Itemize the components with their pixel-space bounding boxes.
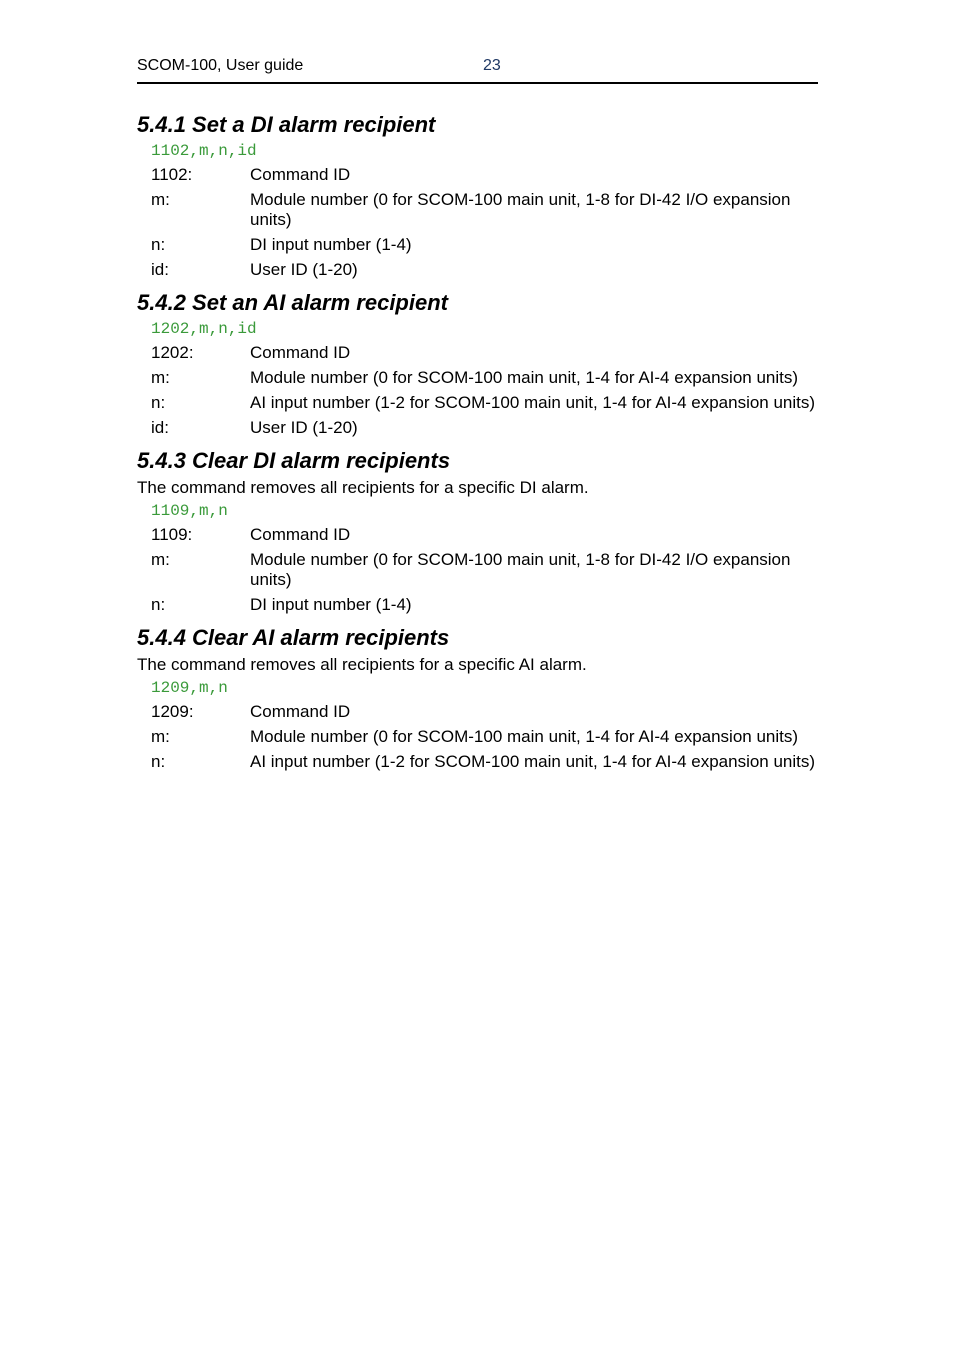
command-syntax: 1102,m,n,id (151, 142, 257, 160)
parameter-row (151, 550, 818, 590)
parameter-row (151, 727, 818, 747)
parameter-list (151, 343, 818, 438)
section-clear-ai-alarm-recipients (137, 623, 818, 772)
parameter-description: Module number (0 for SCOM-100 main unit, 1-8 for DI-42 I/O expansion units) (250, 190, 791, 229)
parameter-list (151, 525, 818, 615)
parameter-description: Command ID (250, 165, 351, 184)
section-heading: 5.4.3 Clear DI alarm recipients (137, 448, 451, 473)
section-heading: 5.4.2 Set an AI alarm recipient (137, 290, 448, 315)
section-set-ai-alarm-recipient (137, 288, 818, 438)
command-syntax: 1202,m,n,id (151, 320, 257, 338)
parameter-name: id: (151, 260, 169, 279)
page-header (137, 56, 818, 84)
parameter-name: n: (151, 752, 166, 771)
section-clear-di-alarm-recipients (137, 446, 818, 615)
command-syntax: 1209,m,n (151, 679, 228, 697)
parameter-list (151, 165, 818, 280)
parameter-description: Module number (0 for SCOM-100 main unit, 1-8 for DI-42 I/O expansion units) (250, 550, 791, 589)
section-intro: The command removes all recipients for a specific AI alarm. (137, 655, 587, 674)
parameter-description: User ID (1-20) (250, 418, 358, 437)
parameter-description: User ID (1-20) (250, 260, 358, 279)
parameter-row (151, 165, 818, 185)
document-title: SCOM-100, User guide (137, 57, 304, 74)
parameter-description: Module number (0 for SCOM-100 main unit, 1-4 for AI-4 expansion units) (250, 368, 799, 387)
parameter-name: id: (151, 418, 169, 437)
parameter-description: Module number (0 for SCOM-100 main unit, 1-4 for AI-4 expansion units) (250, 727, 799, 746)
page-number: 23 (483, 57, 501, 74)
section-intro: The command removes all recipients for a specific DI alarm. (137, 478, 589, 497)
section-heading: 5.4.4 Clear AI alarm recipients (137, 625, 450, 650)
parameter-row (151, 368, 818, 388)
parameter-name: 1102: (151, 165, 193, 184)
parameter-description: Command ID (250, 343, 351, 362)
parameter-name: m: (151, 368, 170, 387)
parameter-row (151, 260, 818, 280)
parameter-description: DI input number (1-4) (250, 595, 412, 614)
parameter-name: n: (151, 595, 166, 614)
parameter-name: n: (151, 393, 166, 412)
parameter-description: DI input number (1-4) (250, 235, 412, 254)
parameter-list (151, 702, 818, 772)
parameter-row (151, 418, 818, 438)
page-content (137, 110, 818, 780)
parameter-name: 1202: (151, 343, 194, 362)
parameter-row (151, 393, 818, 413)
parameter-name: 1109: (151, 525, 193, 544)
parameter-row (151, 702, 818, 722)
parameter-row (151, 190, 818, 230)
parameter-description: Command ID (250, 525, 351, 544)
section-heading: 5.4.1 Set a DI alarm recipient (137, 112, 436, 137)
parameter-description: AI input number (1-2 for SCOM-100 main unit, 1-4 for AI-4 expansion units) (250, 752, 816, 771)
parameter-row (151, 752, 818, 772)
parameter-name: m: (151, 550, 170, 569)
parameter-row (151, 235, 818, 255)
parameter-name: m: (151, 190, 170, 209)
parameter-row (151, 343, 818, 363)
parameter-description: Command ID (250, 702, 351, 721)
parameter-row (151, 595, 818, 615)
parameter-description: AI input number (1-2 for SCOM-100 main unit, 1-4 for AI-4 expansion units) (250, 393, 816, 412)
parameter-name: 1209: (151, 702, 194, 721)
parameter-name: n: (151, 235, 166, 254)
section-set-di-alarm-recipient (137, 110, 818, 280)
command-syntax: 1109,m,n (151, 502, 228, 520)
parameter-row (151, 525, 818, 545)
parameter-name: m: (151, 727, 170, 746)
